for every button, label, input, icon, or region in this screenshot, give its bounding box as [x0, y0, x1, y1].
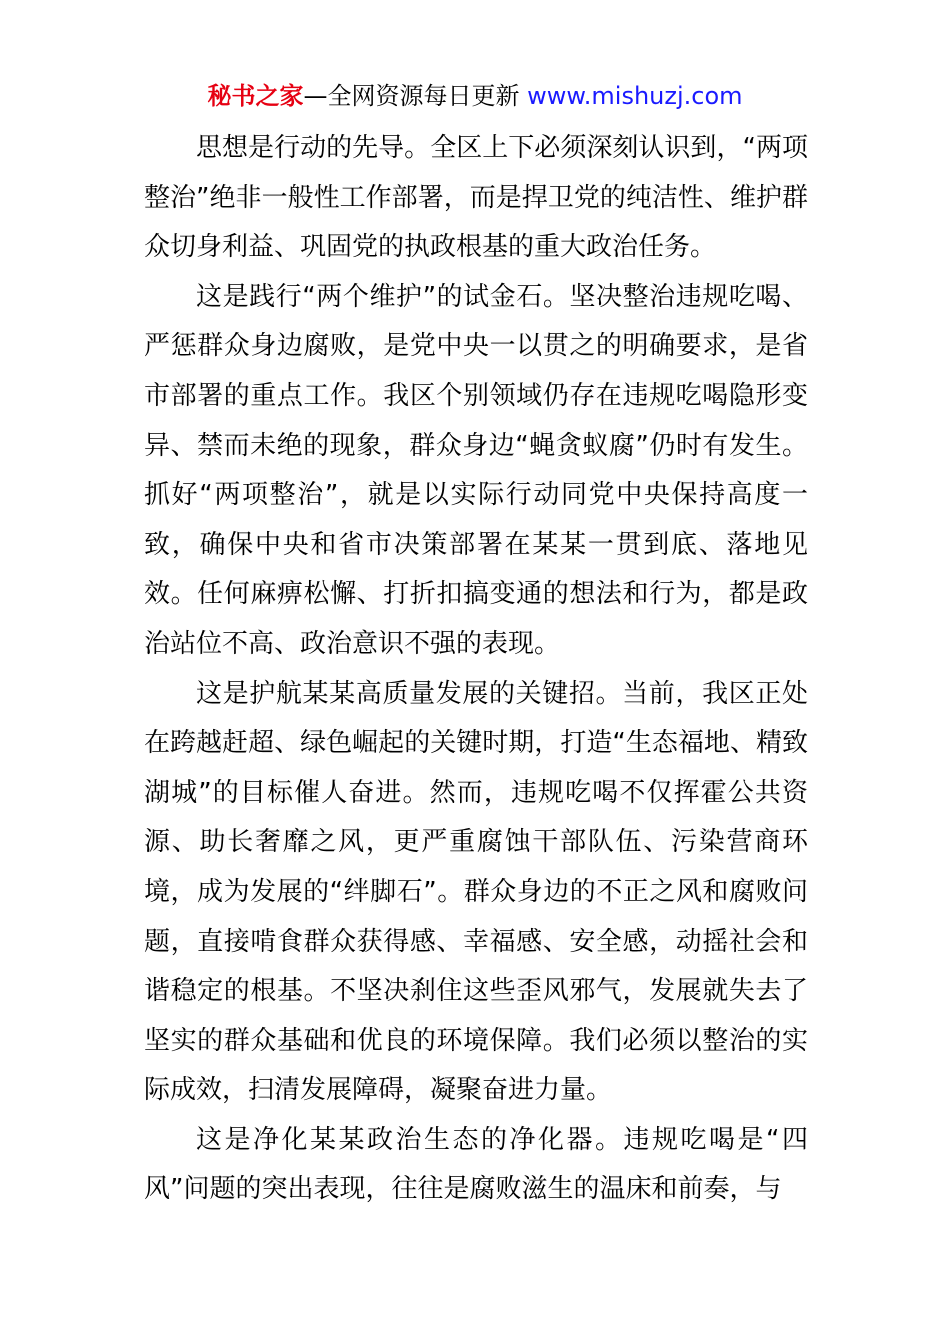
site-header — [0, 78, 950, 114]
site-brand: 秘书之家 — [207, 82, 304, 110]
paragraph-1: 思想是行动的先导。全区上下必须深刻认识到，“两项整治”绝非一般性工作部署，而是捍卫党的纯洁性、维护群众切身利益、巩固党的执政根基的重大政治任务。 — [144, 133, 808, 263]
paragraph-2: 这是践行“两个维护”的试金石。坚决整治违规吃喝、严惩群众身边腐败，是党中央一以贯之的明确要求，是省市部署的重点工作。我区个别领域仍存在违规吃喝隐形变异、禁而未绝的现象，群众身边“蝇贪蚁腐”仍时有发生。抓好“两项整治”，就是以实际行动同党中央保持高度一致，确保中央和省市决策部署在某某一贯到底、落地见效。任何麻痹松懈、打折扣搞变通的想法和行为，都是政治站位不高、政治意识不强的表现。 — [144, 281, 808, 659]
site-url-link[interactable]: www.mishuzj.com — [527, 82, 743, 110]
paragraph-4: 这是净化某某政治生态的净化器。违规吃喝是“四风”问题的突出表现，往往是腐败滋生的温床和前奏，与 — [144, 1124, 808, 1205]
document-body — [144, 124, 808, 1215]
paragraph-3: 这是护航某某高质量发展的关键招。当前，我区正处在跨越赶超、绿色崛起的关键时期，打造“生态福地、精致湖城”的目标催人奋进。然而，违规吃喝不仅挥霍公共资源、助长奢靡之风，更严重腐蚀干部队伍、污染营商环境，成为发展的“绊脚石”。群众身边的不正之风和腐败问题，直接啃食群众获得感、幸福感、安全感，动摇社会和谐稳定的根基。不坚决刹住这些歪风邪气，发展就失去了坚实的群众基础和优良的环境保障。我们必须以整治的实际成效，扫清发展障碍，凝聚奋进力量。 — [144, 678, 808, 1106]
site-tagline: —全网资源每日更新 — [303, 82, 520, 110]
